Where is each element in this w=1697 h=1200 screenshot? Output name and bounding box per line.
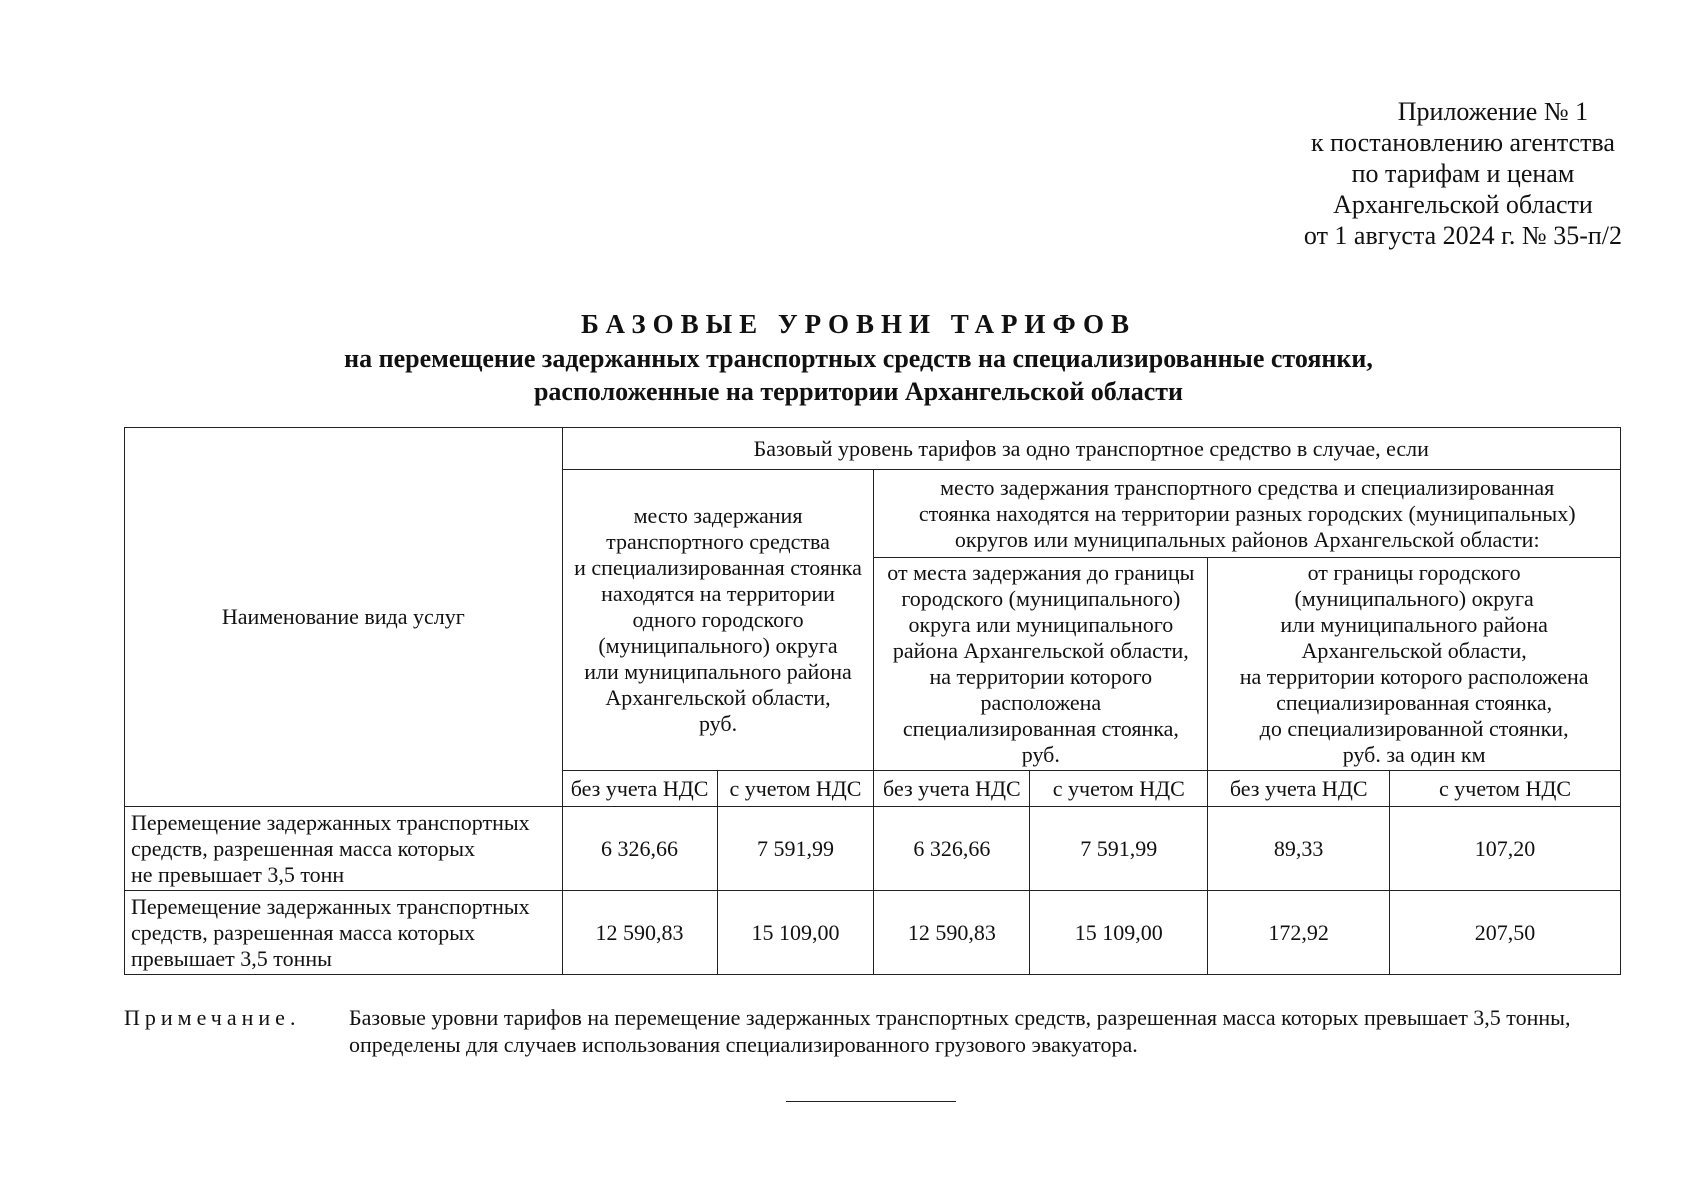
header-with-vat: с учетом НДС <box>717 771 874 807</box>
appendix-region-line: Архангельской области <box>1333 190 1593 219</box>
row-value: 172,92 <box>1208 891 1390 975</box>
row-value: 89,33 <box>1208 807 1390 891</box>
header-group: Базовый уровень тарифов за одно транспортное средство в случае, если <box>562 428 1620 470</box>
appendix-date-line: от 1 августа 2024 г. № 35-п/2 <box>1303 221 1622 250</box>
row-value: 15 109,00 <box>1030 891 1208 975</box>
title-main: БАЗОВЫЕ УРОВНИ ТАРИФОВ <box>581 309 1136 339</box>
row-service-name: Перемещение задержанных транспортных средств, разрешенная масса которых превышает 3,5 тонны <box>125 891 563 975</box>
row-value: 12 590,83 <box>562 891 717 975</box>
header-different-areas: место задержания транспортного средства и специализированная стоянка находятся на территории разных городских (муниципальных) округов или муниципальных районов Архангельской области: <box>874 470 1621 558</box>
header-to-border: от места задержания до границы городского (муниципального) округа или муниципального района Архангельской области, на территории которого расположена специализированная стоянка, руб. <box>874 558 1208 771</box>
row-value: 12 590,83 <box>874 891 1030 975</box>
table-row <box>125 891 1621 975</box>
table-row <box>125 807 1621 891</box>
note-text: Базовые уровни тарифов на перемещение задержанных транспортных средств, разрешенная масса которых превышает 3,5 тонны, определены для случаев использования специализированного грузового эвакуатора. <box>349 1005 1571 1057</box>
header-from-border: от границы городского (муниципального) округа или муниципального района Архангельской области, на территории которого расположена специализированная стоянка, до специализированной стоянки, руб. за один км <box>1208 558 1621 771</box>
header-no-vat: без учета НДС <box>1208 771 1390 807</box>
row-service-name: Перемещение задержанных транспортных средств, разрешенная масса которых не превышает 3,5 тонн <box>125 807 563 891</box>
row-value: 6 326,66 <box>874 807 1030 891</box>
header-same-area: место задержания транспортного средства и специализированная стоянка находятся на территории одного городского (муниципального) округа или муниципального района Архангельской области, руб. <box>562 470 874 771</box>
note <box>124 1004 1624 1058</box>
appendix-agency-line: по тарифам и ценам <box>1351 159 1575 188</box>
title-subtitle-line-2: расположенные на территории Архангельской области <box>533 377 1184 406</box>
note-label: Примечание. <box>124 1005 301 1030</box>
header-with-vat: с учетом НДС <box>1390 771 1621 807</box>
row-value: 207,50 <box>1390 891 1621 975</box>
appendix-resolution-line: к постановлению агентства <box>1310 128 1615 157</box>
header-no-vat: без учета НДС <box>562 771 717 807</box>
header-with-vat: с учетом НДС <box>1030 771 1208 807</box>
tariff-table <box>124 427 1621 975</box>
row-value: 107,20 <box>1390 807 1621 891</box>
closing-divider <box>786 1101 956 1102</box>
table-header-row <box>125 428 1621 470</box>
appendix-number: Приложение № 1 <box>1397 97 1589 126</box>
title-subtitle-line-1: на перемещение задержанных транспортных средств на специализированные стоянки, <box>344 344 1373 373</box>
appendix-header <box>1304 96 1622 251</box>
header-no-vat: без учета НДС <box>874 771 1030 807</box>
row-value: 7 591,99 <box>717 807 874 891</box>
header-service-name: Наименование вида услуг <box>125 428 563 807</box>
document-title <box>0 306 1697 408</box>
row-value: 15 109,00 <box>717 891 874 975</box>
row-value: 7 591,99 <box>1030 807 1208 891</box>
row-value: 6 326,66 <box>562 807 717 891</box>
